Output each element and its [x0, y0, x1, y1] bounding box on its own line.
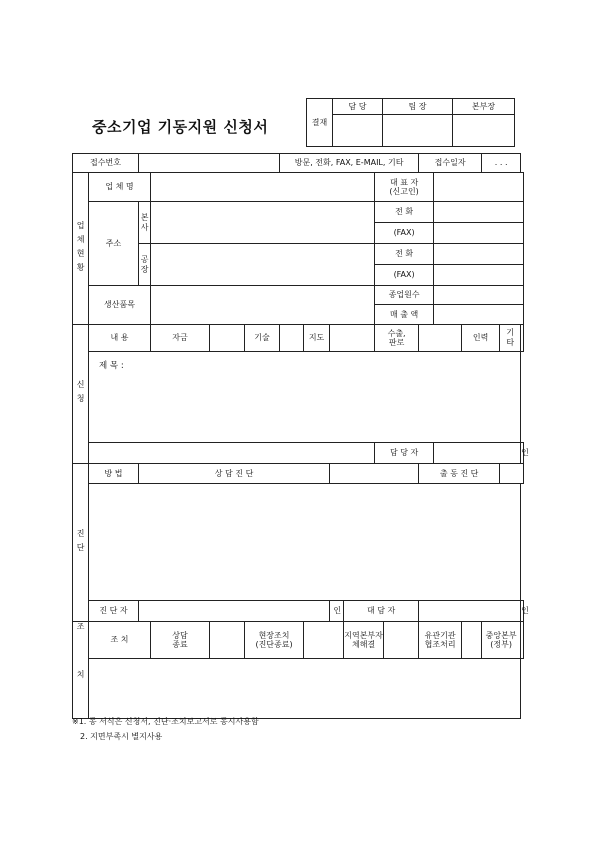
diagnosis-manager-field[interactable] — [419, 601, 521, 622]
application-section-label: 신청 — [73, 325, 89, 464]
sales-field[interactable] — [434, 305, 524, 325]
products-field[interactable] — [151, 286, 375, 325]
hq-fax-field[interactable] — [434, 223, 524, 244]
content-label: 내 용 — [89, 325, 151, 352]
company-name-field[interactable] — [151, 173, 375, 202]
diagnosis-manager-label: 대 담 자 — [344, 601, 419, 622]
option-other-check[interactable] — [521, 325, 524, 352]
consult-diagnosis-label: 상 담 진 단 — [139, 464, 330, 484]
option-technology-label: 기술 — [245, 325, 280, 352]
action-central-label: 중앙본부 (정부) — [482, 622, 521, 659]
notes — [72, 714, 259, 744]
approval-sign-director[interactable] — [453, 115, 515, 147]
action-consult-end-check[interactable] — [210, 622, 245, 659]
employees-label: 종업원수 — [375, 286, 434, 305]
page-title: 중소기업 기동지원 신청서 — [92, 118, 269, 136]
action-central-check[interactable] — [521, 622, 524, 659]
option-export-label: 수출, 판로 — [375, 325, 419, 352]
representative-label — [375, 173, 434, 202]
diagnosis-manager-seal: 인 — [521, 601, 524, 622]
approval-sign-staff[interactable] — [333, 115, 383, 147]
approval-label: 결재 — [307, 99, 333, 147]
products-label: 생산품목 — [89, 286, 151, 325]
hq-label: 본사 — [139, 202, 151, 244]
diagnosis-content-area[interactable] — [89, 484, 521, 601]
option-guidance-label: 지도 — [304, 325, 330, 352]
subject-label: 제 목 : — [99, 361, 124, 371]
application-manager-label: 담 당 자 — [375, 443, 434, 464]
action-agency-label: 유관기관 협조처리 — [419, 622, 462, 659]
representative-label-line2: (신고인) — [389, 187, 419, 196]
receipt-date-field[interactable]: . . . — [482, 154, 521, 173]
option-technology-check[interactable] — [280, 325, 304, 352]
receipt-date-label: 접수일자 — [419, 154, 482, 173]
address-label: 주소 — [89, 202, 139, 286]
method-label: 방 법 — [89, 464, 139, 484]
application-manager-field[interactable] — [434, 443, 521, 464]
option-other-label: 기타 — [500, 325, 521, 352]
subject-area[interactable] — [89, 352, 521, 443]
approval-col-staff: 담 당 — [333, 99, 383, 115]
factory-address-field[interactable] — [151, 244, 375, 286]
application-form — [72, 153, 529, 719]
sales-label: 매 출 액 — [375, 305, 434, 325]
company-section-label: 업체현황 — [73, 173, 89, 325]
factory-phone-label: 전 화 — [375, 244, 434, 265]
option-funding-check[interactable] — [210, 325, 245, 352]
diagnoser-seal: 인 — [330, 601, 344, 622]
hq-phone-label: 전 화 — [375, 202, 434, 223]
representative-field[interactable] — [434, 173, 524, 202]
approval-col-director: 본부장 — [453, 99, 515, 115]
receipt-method-options: 방문, 전화, FAX, E-MAIL, 기타 — [280, 154, 419, 173]
approval-sign-team-lead[interactable] — [383, 115, 453, 147]
option-hr-label: 인력 — [462, 325, 500, 352]
hq-fax-label: (FAX) — [375, 223, 434, 244]
action-agency-check[interactable] — [462, 622, 482, 659]
action-regional-label: 지역본부자 체해결 — [344, 622, 384, 659]
receipt-number-label: 접수번호 — [73, 154, 139, 173]
factory-phone-field[interactable] — [434, 244, 524, 265]
action-onsite-check[interactable] — [304, 622, 344, 659]
action-onsite-label: 현장조치 (진단종료) — [245, 622, 304, 659]
diagnoser-label: 진 단 자 — [89, 601, 139, 622]
action-content-area[interactable] — [89, 659, 521, 719]
option-export-check[interactable] — [419, 325, 462, 352]
hq-address-field[interactable] — [151, 202, 375, 244]
action-regional-check[interactable] — [384, 622, 419, 659]
company-name-label: 업 체 명 — [89, 173, 151, 202]
option-guidance-check[interactable] — [330, 325, 375, 352]
factory-fax-label: (FAX) — [375, 265, 434, 286]
approval-col-team-lead: 팀 장 — [383, 99, 453, 115]
factory-label: 공장 — [139, 244, 151, 286]
action-consult-end-label: 상담 종료 — [151, 622, 210, 659]
factory-fax-field[interactable] — [434, 265, 524, 286]
option-funding-label: 자금 — [151, 325, 210, 352]
representative-label-line1: 대 표 자 — [389, 177, 419, 187]
note-2: 2. 지면부족시 별지사용 — [80, 732, 163, 741]
approval-box — [306, 98, 515, 147]
diagnosis-section-label: 진단 — [73, 464, 89, 622]
application-seal: 인 — [521, 443, 524, 464]
field-diagnosis-check[interactable] — [500, 464, 524, 484]
application-blank — [89, 443, 375, 464]
receipt-number-field[interactable] — [139, 154, 280, 173]
note-1: ※1. 동 서식은 신청서, 진단·조치보고서로 동시사용함 — [72, 717, 259, 726]
employees-field[interactable] — [434, 286, 524, 305]
consult-diagnosis-check[interactable] — [330, 464, 419, 484]
diagnoser-field[interactable] — [139, 601, 330, 622]
action-label: 조 치 — [89, 622, 151, 659]
field-diagnosis-label: 출 동 진 단 — [419, 464, 500, 484]
action-section-label: 조치 — [73, 622, 89, 719]
hq-phone-field[interactable] — [434, 202, 524, 223]
